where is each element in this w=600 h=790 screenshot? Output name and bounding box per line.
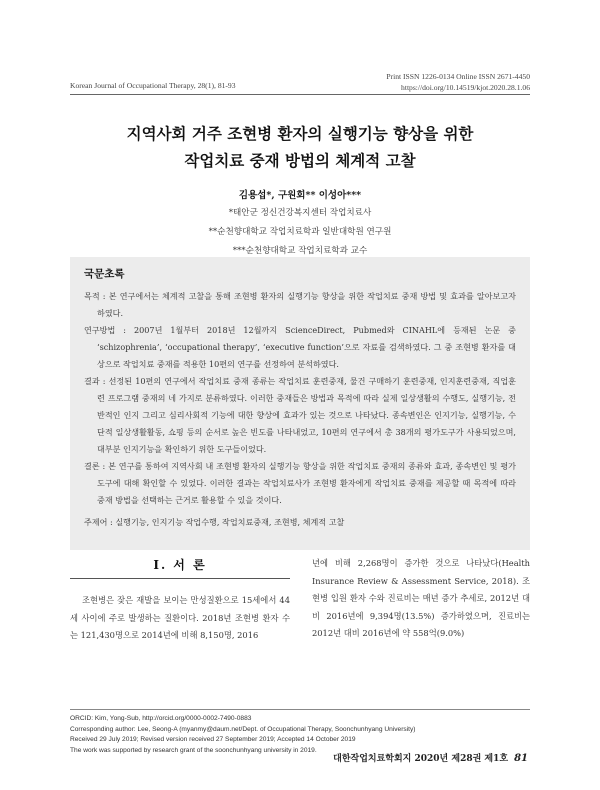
abstract-body — [84, 288, 516, 509]
title-line-2: 작업치료 중재 방법의 체계적 고찰 — [184, 151, 416, 170]
footnote-orcid: ORCID: Kim, Yong-Sub, http://orcid.org/0000-0002-7490-0883 — [70, 715, 252, 722]
issn-line: Print ISSN 1226-0134 Online ISSN 2671-4450 — [386, 72, 530, 81]
abstract-conclusion: 결론 : 본 연구를 통하여 지역사회 내 조현병 환자의 실행기능 향상을 위한 작업치료 중재의 종류와 효과, 종속변인 및 평가 도구에 대해 확인할 수 있었다. 이러한 결과는 작업치료사가 조현병 환자에게 작업치료 중재를 제공할 때 목적에 따라 중재 방법을 선택하는 근거로 활용할 수 있을 것이다. — [84, 461, 516, 505]
affiliation-2: **순천향대학교 작업치료학과 일반대학원 연구원 — [208, 227, 392, 237]
affiliation-1: *태안군 정신건강복지센터 작업치료사 — [228, 208, 372, 218]
issn-doi-block — [386, 71, 530, 93]
abstract-purpose: 목적 : 본 연구에서는 체계적 고찰을 통해 조현병 환자의 실행기능 향상을 위한 작업치료 중재 방법 및 효과를 알아보고자 하였다. — [84, 291, 516, 318]
section-heading-introduction: Ⅰ. 서 론 — [153, 558, 207, 572]
abstract-methods: 연구방법 : 2007년 1월부터 2018년 12월까지 ScienceDirect, Pubmed와 CINAHL에 등재된 논문 중 ‘schizophrenia’, ‘occupational therapy’, ‘executive function’으로 자료를 검색하였다. 그 중 조현병 환자를 대상으로 작업치료 중재를 적용한 10편의 연구를 선정하여 분석하였다. — [84, 325, 516, 369]
footnote-rule — [70, 709, 530, 710]
section-heading-rule — [70, 578, 290, 579]
abstract-keywords: 주제어 : 실행기능, 인지기능 작업수행, 작업치료중재, 조현병, 체계적 고찰 — [84, 517, 345, 527]
title-line-1: 지역사회 거주 조현병 환자의 실행기능 향상을 위한 — [126, 124, 474, 143]
footer-journal-name: 대한작업치료학회지 2020년 제28권 제1호 — [333, 754, 509, 764]
intro-left-column: 조현병은 잦은 재발을 보이는 만성질환으로 15세에서 44세 사이에 주로 발생하는 질환이다. 2018년 조현병 환자 수는 121,430명으로 2014년에 비해 8,150명, 2016 — [70, 595, 290, 640]
intro-right-column: 년에 비해 2,268명이 증가한 것으로 나타났다(Health Insurance Review & Assessment Service, 2018). 조현병 입원 환자 수와 진료비는 매년 증가 추세로, 2012년 대비 2016년에 9,394명(13.5%) 증가하였으며, 진료비는 2012년 대비 2016년에 약 558억(9.0%) — [312, 558, 530, 638]
footnote-received: Received 29 July 2019; Revised version received 27 September 2019; Accepted 14 October 2019 — [70, 736, 356, 743]
footnote-funding: The work was supported by research grant of the soonchunhyang university in 2019. — [70, 746, 317, 754]
affiliations — [70, 204, 530, 261]
affiliation-3: ***순천향대학교 작업치료학과 교수 — [232, 246, 368, 256]
abstract-results: 결과 : 선정된 10편의 연구에서 작업치료 중재 종류는 작업치료 훈련중재, 물건 구매하기 훈련중재, 인지훈련중재, 직업훈련 프로그램 중재의 네 가지로 분류하였다. 이러한 중재들은 방법과 목적에 따라 실제 일상생활의 수행도, 실행기능, 전반적인 인지 그리고 심리사회적 기능에 대한 향상에 효과가 있는 것으로 나타났다. 종속변인은 인지기능, 실행기능, 수단적 일상생활활동, 쇼핑 등의 순서로 높은 빈도를 나타내었고, 10편의 연구에서 총 38개의 평가도구가 사용되었으며, 대부분 인지기능을 확인하기 위한 도구들이었다. — [84, 376, 516, 454]
page-footer — [333, 751, 528, 764]
header-rule — [70, 94, 530, 95]
doi-link[interactable]: https://doi.org/10.14519/kjot.2020.28.1.06 — [401, 83, 530, 92]
journal-citation: Korean Journal of Occupational Therapy, 28(1), 81-93 — [70, 81, 236, 90]
abstract-heading: 국문초록 — [84, 268, 125, 280]
footnotes — [70, 714, 540, 756]
authors: 김용섭*, 구원회** 이성아*** — [238, 190, 362, 201]
page-number: 81 — [514, 753, 528, 764]
paper-title — [70, 120, 530, 174]
footnote-corresponding-author: Corresponding author: Lee, Seong-A (myanmy@daum.net/Dept. of Occupational Therapy, Soonchunhyang University) — [70, 725, 416, 733]
